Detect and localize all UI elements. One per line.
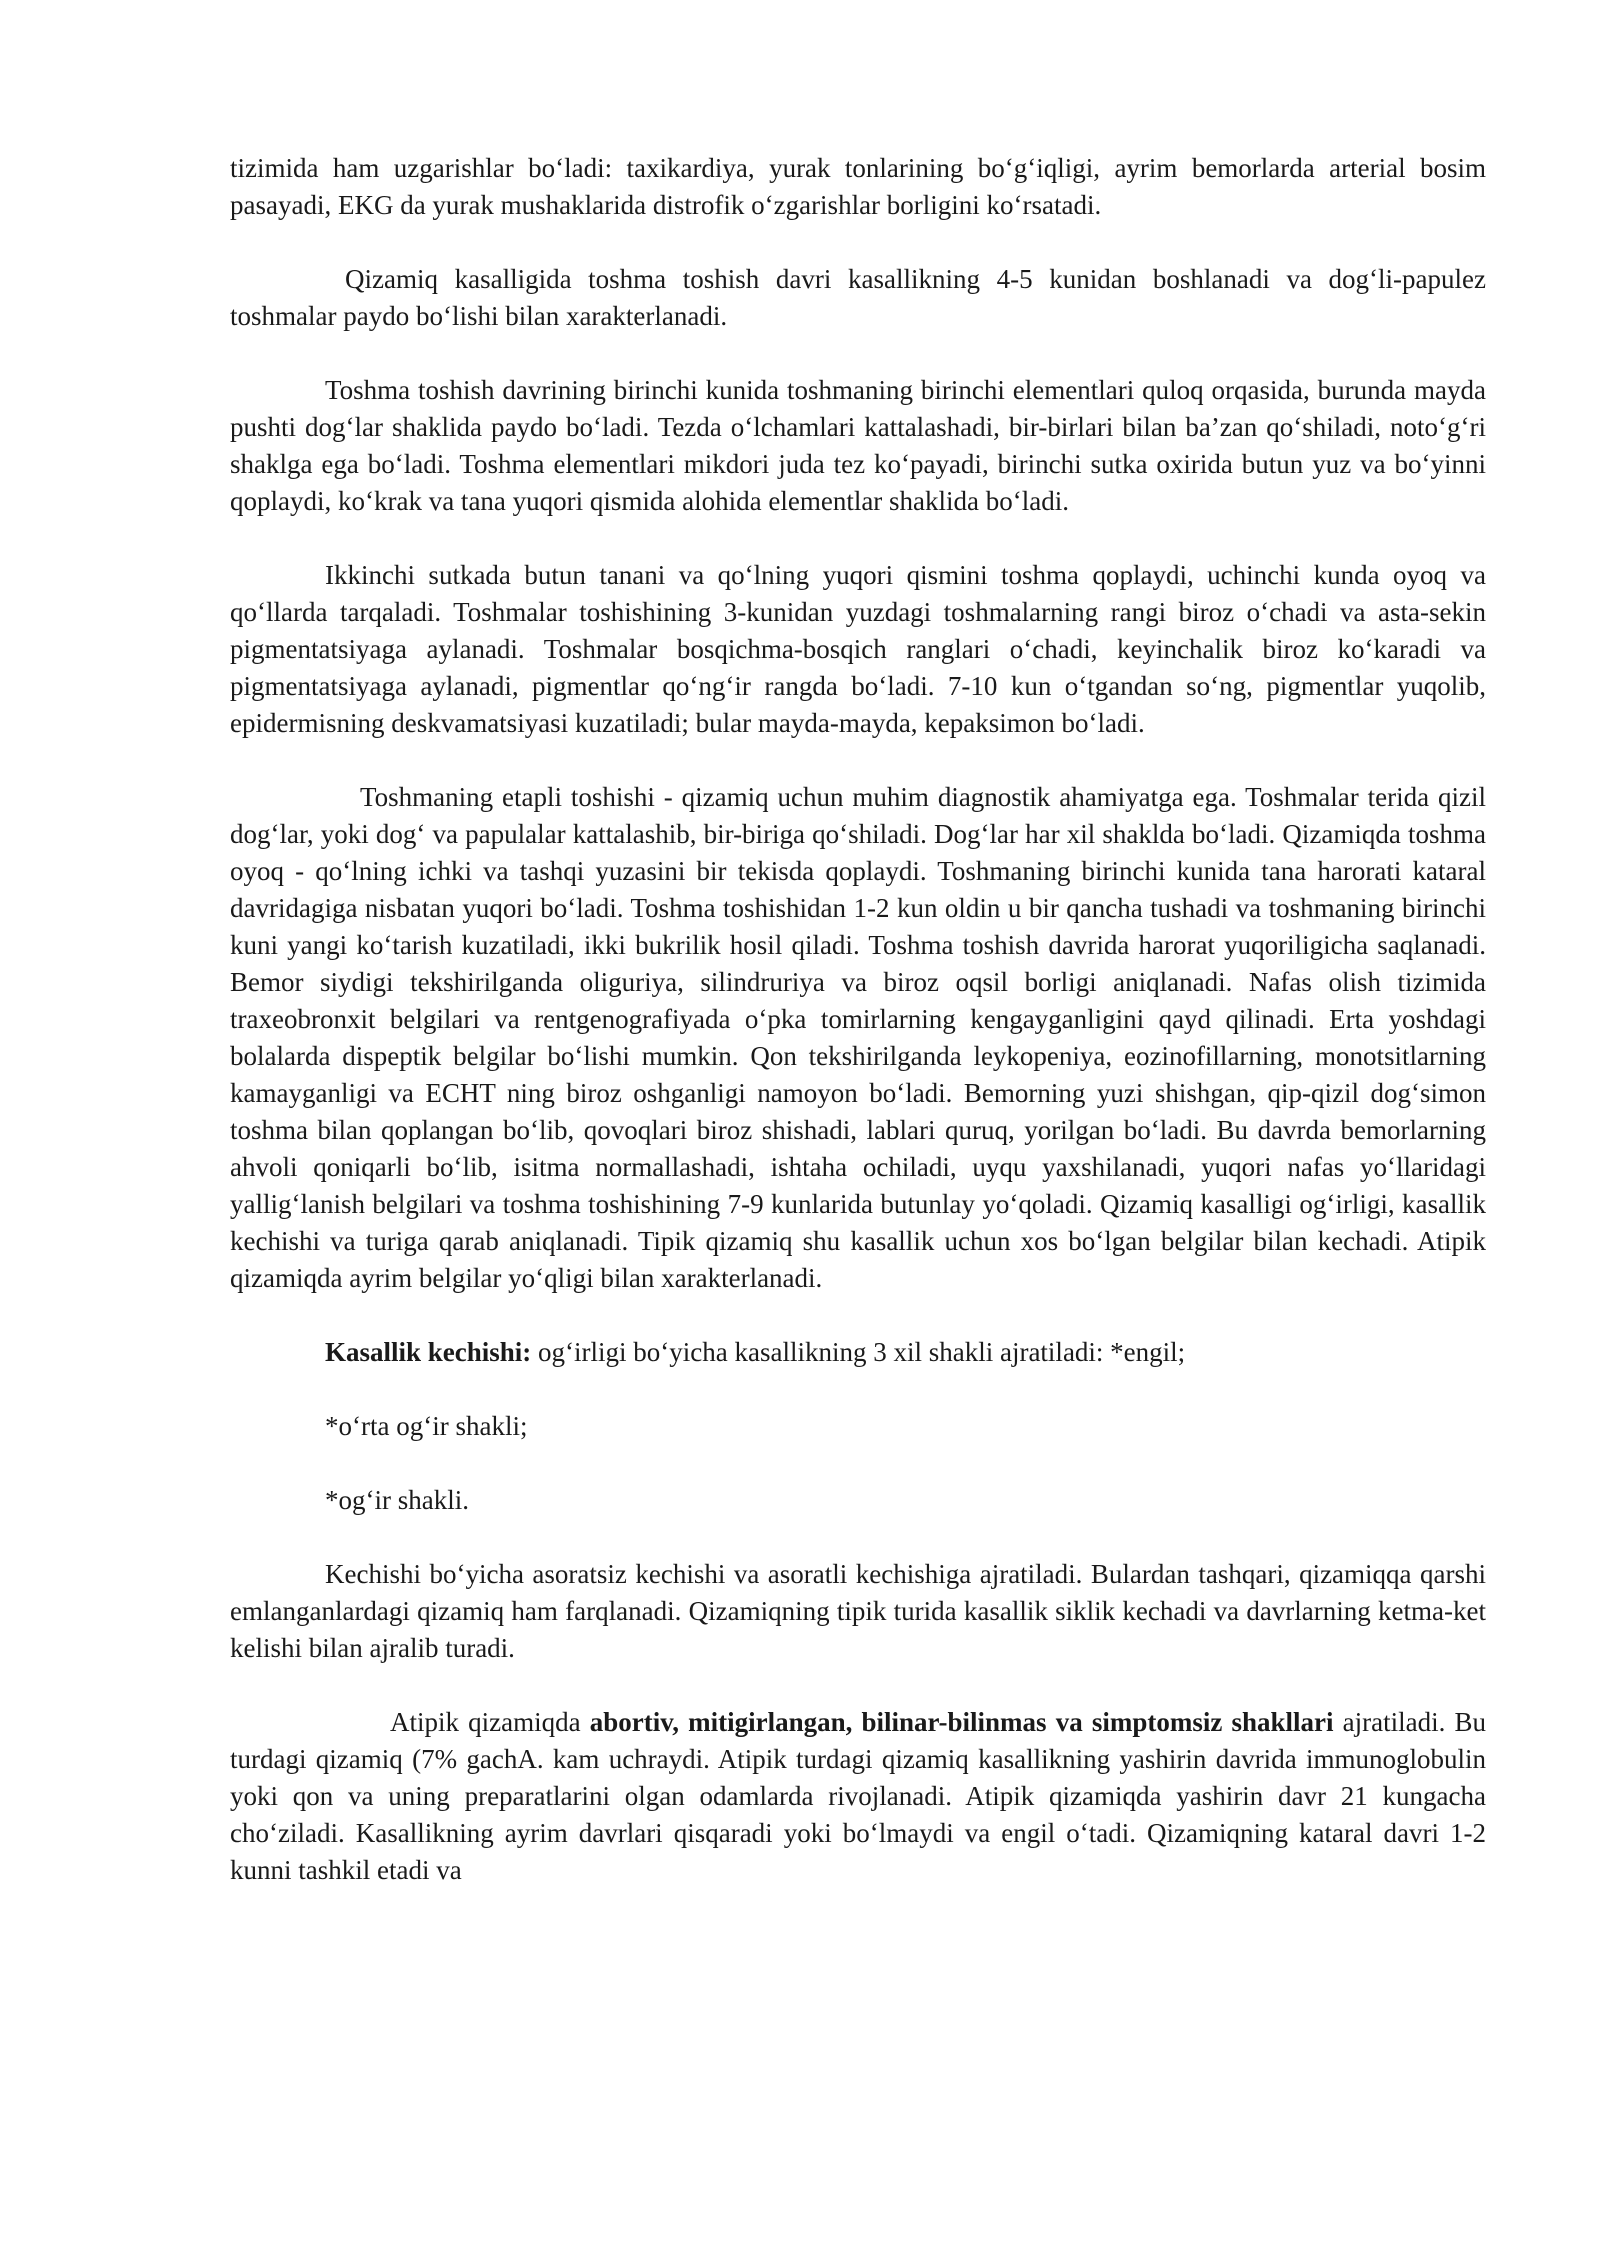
- list-item-orta: *o‘rta og‘ir shakli;: [325, 1411, 528, 1441]
- paragraph-1: tizimida ham uzgarishlar bo‘ladi: taxikardiya, yurak tonlarining bo‘g‘iqligi, ayrim bemorlarda arterial bosim pasayadi, EKG da yurak mushaklarida distrofik o‘zgarishlar borligini ko‘rsatadi.: [230, 153, 1486, 220]
- paragraph-9: Kechishi bo‘yicha asoratsiz kechishi va asoratli kechishiga ajratiladi. Bulardan tashqari, qizamiqqa qarshi emlanganlardagi qizamiq ham farqlanadi. Qizamiqning tipik turida kasallik siklik kechadi va davrlarning ketma-ket kelishi bilan ajralib turadi.: [230, 1559, 1486, 1663]
- paragraph-4: Ikkinchi sutkada butun tanani va qo‘lning yuqori qismini toshma qoplaydi, uchinchi kunda oyoq va qo‘llarda tarqaladi. Toshmalar toshishining 3-kunidan yuzdagi toshmalarning rangi biroz o‘chadi va asta-sekin pigmentatsiyaga aylanadi. Toshmalar bosqichma-bosqich ranglari o‘chadi, keyinchalik biroz ko‘karadi va pigmentatsiyaga aylanadi, pigmentlar qo‘ng‘ir rangda bo‘ladi. 7-10 kun o‘tgandan so‘ng, pigmentlar yuqolib, epidermisning deskvamatsiyasi kuzatiladi; bular mayda-mayda, kepaksimon bo‘ladi.: [230, 560, 1486, 738]
- paragraph-10: [230, 1704, 1486, 1889]
- paragraph-10-text: ajratiladi. Bu turdagi qizamiq (7% gachA. kam uchraydi. Atipik turdagi qizamiq kasallikning yashirin davrida immunoglobulin yoki qon va uning preparatlarini olgan odamlarda rivojlanadi. Atipik qizamiqda yashirin davr 21 kungacha cho‘ziladi. Kasallikning ayrim davrlari qisqaradi yoki bo‘lmaydi va engil o‘tadi. Qizamiqning kataral davri 1-2 kunni tashkil etadi va: [230, 1707, 1486, 1885]
- paragraph-5: Toshmaning etapli toshishi - qizamiq uchun muhim diagnostik ahamiyatga ega. Toshmalar terida qizil dog‘lar, yoki dog‘ va papulalar kattalashib, bir-biriga qo‘shiladi. Dog‘lar har xil shaklda bo‘ladi. Qizamiqda toshma oyoq - qo‘lning ichki va tashqi yuzasini bir tekisda qoplaydi. Toshmaning birinchi kunida tana harorati kataral davridagiga nisbatan yuqori bo‘ladi. Toshma toshishidan 1-2 kun oldin u bir qancha tushadi va toshmaning birinchi kuni yangi ko‘tarish kuzatiladi, ikki bukrilik hosil qiladi. Toshma toshish davrida harorat yuqoriligicha saqlanadi. Bemor siydigi tekshirilganda oliguriya, silindruriya va biroz oqsil borligi aniqlanadi. Nafas olish tizimida traxeobronxit belgilari va rentgenografiyada o‘pka tomirlarning kengayganligini qayd qilinadi. Erta yoshdagi bolalarda dispeptik belgilar bo‘lishi mumkin. Qon tekshirilganda leykopeniya, eozinofillarning, monotsitlarning kamayganligi va ECHT ning biroz oshganligi namoyon bo‘ladi. Bemorning yuzi shishgan, qip-qizil dog‘simon toshma bilan qoplangan bo‘lib, qovoqlari biroz shishadi, lablari quruq, yorilgan bo‘ladi. Bu davrda bemorlarning ahvoli qoniqarli bo‘lib, isitma normallashadi, ishtaha ochiladi, uyqu yaxshilanadi, yuqori nafas yo‘llaridagi yallig‘lanish belgilari va toshma toshishining 7-9 kunlarida butunlay yo‘qoladi. Qizamiq kasalligi og‘irligi, kasallik kechishi va turiga qarab aniqlanadi. Tipik qizamiq shu kasallik uchun xos bo‘lgan belgilar bilan kechadi. Atipik qizamiqda ayrim belgilar yo‘qligi bilan xarakterlanadi.: [230, 782, 1486, 1293]
- paragraph-10-lead: Atipik qizamiqda: [390, 1707, 590, 1737]
- paragraph-3: Toshma toshish davrining birinchi kunida toshmaning birinchi elementlari quloq orqasida, burunda mayda pushti dog‘lar shaklida paydo bo‘ladi. Tezda o‘lchamlari kattalashadi, bir-birlari bilan ba’zan qo‘shiladi, noto‘g‘ri shaklga ega bo‘ladi. Toshma elementlari mikdori juda tez ko‘payadi, birinchi sutka oxirida butun yuz va bo‘yinni qoplaydi, ko‘krak va tana yuqori qismida alohida elementlar shaklida bo‘ladi.: [230, 375, 1486, 516]
- paragraph-2: Qizamiq kasalligida toshma toshish davri kasallikning 4-5 kunidan boshlanadi va dog‘li-papulez toshmalar paydo bo‘lishi bilan xarakterlanadi.: [230, 264, 1486, 331]
- paragraph-10-bold: abortiv, mitigirlangan, bilinar-bilinmas va simptomsiz shakllari: [589, 1707, 1334, 1737]
- paragraph-6: [230, 1334, 1486, 1371]
- heading-kasallik-kechishi: Kasallik kechishi:: [325, 1337, 532, 1367]
- paragraph-6-text: og‘irligi bo‘yicha kasallikning 3 xil shakli ajratiladi: *engil;: [531, 1337, 1186, 1367]
- list-item-ogir: *og‘ir shakli.: [325, 1485, 469, 1515]
